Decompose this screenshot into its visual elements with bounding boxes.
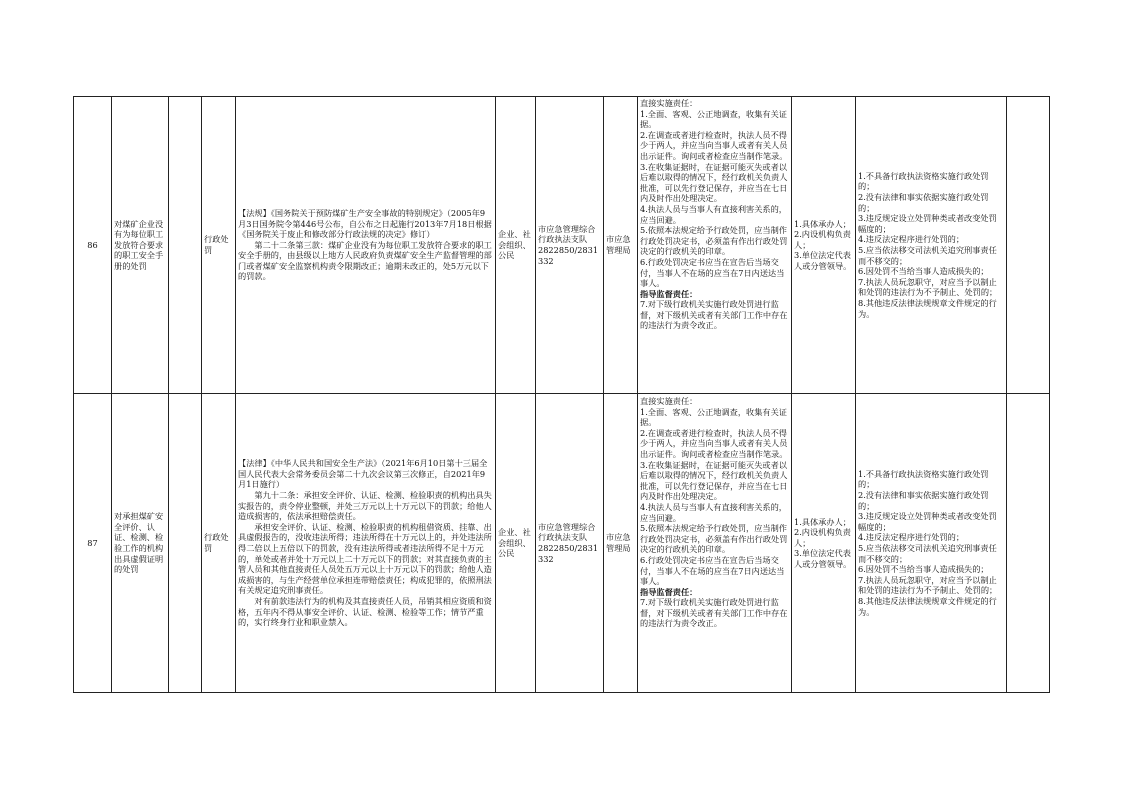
resp-heading: 指导监督责任： (640, 586, 698, 597)
subject-line: 3.单位法定代表人或分管领导。 (794, 250, 852, 271)
resp-heading: 指导监督责任： (640, 288, 698, 299)
resp-line: 7.对下级行政机关实施行政处罚进行监督，对下级机关或者有关部门工作中存在的违法行为责令改正。 (640, 299, 788, 331)
acc-line: 3.违反规定设立处罚种类或者改变处罚幅度的； (858, 511, 997, 532)
acc-line: 2.没有法律和事实依据实施行政处罚的； (858, 490, 989, 511)
acc-line: 8.其他违反法律法规规章文件规定的行为。 (858, 297, 997, 319)
resp-line: 直接实施责任： (640, 98, 698, 108)
responsible-subject (792, 97, 856, 394)
acc-line: 5.应当依法移交司法机关追究刑事责任而不移交的； (858, 245, 997, 266)
legal-basis-para: 承担安全评价、认证、检测、检验职责的机构租借资质、挂靠、出具虚假报告的，没收违法所得；违法所得在十万元以上的，并处违法所得二倍以上五倍以下的罚款，没有违法所得或者违法所得不足十万元的，单处或者并处十万元以上二十万元以下的罚款；对其直接负责的主管人员和其他直接责任人员处五万元以上十万元以下的罚款；给他人造成损害的，与生产经营单位承担连带赔偿责任；构成犯罪的，依照刑法有关规定追究刑事责任。 (238, 521, 492, 596)
acc-line: 7.执法人员玩忽职守，对应当予以制止和处罚的违法行为不予制止、处罚的； (858, 276, 998, 298)
unit-phone: 2822850/2831332 (538, 543, 599, 564)
responsible-subject (792, 394, 856, 693)
subject-line: 1.具体承办人； (794, 516, 851, 527)
acc-line: 7.执法人员玩忽职守，对应当予以制止和处罚的违法行为不予制止、处罚的； (858, 574, 998, 596)
resp-line: 2.在调查或者进行检查时，执法人员不得少于两人，并应当向当事人或者有关人员出示证件。询问或者检查应当制作笔录。 (640, 129, 788, 161)
resp-line: 直接实施责任： (640, 396, 698, 406)
legal-basis-para: 对有前款违法行为的机构及其直接责任人员，吊销其相应资质和资格，五年内不得从事安全评价、认证、检测、检验等工作；情节严重的，实行终身行业和职业禁入。 (238, 595, 492, 628)
resp-line: 7.对下级行政机关实施行政处罚进行监督，对下级机关或者有关部门工作中存在的违法行为责令改正。 (640, 597, 788, 629)
acc-line: 3.违反规定设立处罚种类或者改变处罚幅度的； (858, 213, 997, 234)
accountability-cases (856, 394, 1007, 693)
legal-basis-head: 【法规】《国务院关于预防煤矿生产安全事故的特别规定》（2005年9月3日国务院令第446号公布，自公布之日起施行2013年7月18日根据《国务院关于废止和修改部分行政法规的决定》修订） (238, 207, 492, 240)
table-row (74, 97, 1050, 394)
resp-line: 6.行政处罚决定书应当在宣告后当场交付，当事人不在场的应当在7日内送达当事人。 (640, 256, 785, 289)
subject-line: 2.内设机构负责人； (794, 527, 851, 548)
resp-line: 5.依照本法规定给予行政处罚，应当制作行政处罚决定书，必须盖有作出行政处罚决定的行政机关的印章。 (640, 225, 788, 257)
target-object: 企业、社会组织、公民 (496, 97, 536, 394)
power-type: 行政处罚 (202, 97, 236, 394)
unit-name: 市应急管理综合行政执法支队 (538, 521, 596, 543)
item-name: 对煤矿企业没有为每位职工发放符合要求的职工安全手册的处罚 (112, 97, 169, 394)
target-object: 企业、社会组织、公民 (496, 394, 536, 693)
acc-line: 1.不具备行政执法资格实施行政处罚的； (858, 468, 989, 490)
unit-name: 市应急管理综合行政执法支队 (538, 223, 596, 245)
responsible-dept: 市应急管理局 (604, 394, 638, 693)
remark (1007, 394, 1050, 693)
legal-basis (236, 394, 496, 693)
resp-line: 6.行政处罚决定书应当在宣告后当场交付，当事人不在场的应当在7日内送达当事人。 (640, 554, 785, 587)
power-type: 行政处罚 (202, 394, 236, 693)
responsibility-items (638, 97, 792, 394)
acc-line: 4.违反法定程序进行处罚的； (858, 532, 965, 543)
sub-item (169, 394, 202, 693)
row-number: 86 (74, 97, 112, 394)
resp-line: 1.全面、客观、公正地调查，收集有关证据。 (640, 108, 787, 130)
resp-line: 2.在调查或者进行检查时，执法人员不得少于两人，并应当向当事人或者有关人员出示证件。询问或者检查应当制作笔录。 (640, 427, 788, 459)
legal-basis-para: 第九十二条：承担安全评价、认证、检测、检验职责的机构出具失实报告的，责令停业整顿，并处三万元以上十万元以下的罚款；给他人造成损害的，依法承担赔偿责任。 (238, 490, 492, 522)
unit-phone: 2822850/2831332 (538, 245, 599, 266)
acc-line: 6.因处罚不当给当事人造成损失的； (858, 266, 989, 277)
power-list-table (73, 96, 1050, 693)
implementing-unit (536, 97, 604, 394)
legal-basis-para: 第二十二条第三款：煤矿企业没有为每位职工发放符合要求的职工安全手册的，由县级以上地方人民政府负责煤矿安全生产监督管理的部门或者煤矿安全监察机构责令限期改正；逾期未改正的，处5万元以下的罚款。 (238, 239, 492, 282)
acc-line: 5.应当依法移交司法机关追究刑事责任而不移交的； (858, 543, 997, 564)
legal-basis-head: 【法律】《中华人民共和国安全生产法》（2021年6月10日第十三届全国人民代表大会常务委员会第二十九次会议第三次修正，自2021年9月1日施行） (238, 458, 488, 490)
acc-line: 4.违反法定程序进行处罚的； (858, 234, 965, 245)
implementing-unit (536, 394, 604, 693)
table-row (74, 394, 1050, 693)
legal-basis (236, 97, 496, 394)
sub-item (169, 97, 202, 394)
resp-line: 4.执法人员与当事人有直接利害关系的，应当回避。 (640, 501, 787, 523)
acc-line: 8.其他违反法律法规规章文件规定的行为。 (858, 595, 997, 617)
responsible-dept: 市应急管理局 (604, 97, 638, 394)
accountability-cases (856, 97, 1007, 394)
acc-line: 6.因处罚不当给当事人造成损失的； (858, 564, 989, 575)
resp-line: 5.依照本法规定给予行政处罚，应当制作行政处罚决定书，必须盖有作出行政处罚决定的行政机关的印章。 (640, 523, 788, 555)
remark (1007, 97, 1050, 394)
acc-line: 1.不具备行政执法资格实施行政处罚的； (858, 170, 989, 192)
subject-line: 2.内设机构负责人； (794, 229, 851, 250)
resp-line: 4.执法人员与当事人有直接利害关系的，应当回避。 (640, 203, 787, 225)
resp-line: 1.全面、客观、公正地调查，收集有关证据。 (640, 406, 787, 428)
item-name: 对承担煤矿安全评价、认证、检测、检验工作的机构出具虚假证明的处罚 (112, 394, 169, 693)
subject-line: 3.单位法定代表人或分管领导。 (794, 548, 852, 569)
acc-line: 2.没有法律和事实依据实施行政处罚的； (858, 192, 989, 213)
subject-line: 1.具体承办人； (794, 218, 851, 229)
resp-line: 3.在收集证据时，在证据可能灭失或者以后难以取得的情况下，经行政机关负责人批准，可以先行登记保存，并应当在七日内及时作出处理决定。 (640, 459, 788, 502)
responsibility-items (638, 394, 792, 693)
row-number: 87 (74, 394, 112, 693)
resp-line: 3.在收集证据时，在证据可能灭失或者以后难以取得的情况下，经行政机关负责人批准，可以先行登记保存，并应当在七日内及时作出处理决定。 (640, 161, 788, 204)
